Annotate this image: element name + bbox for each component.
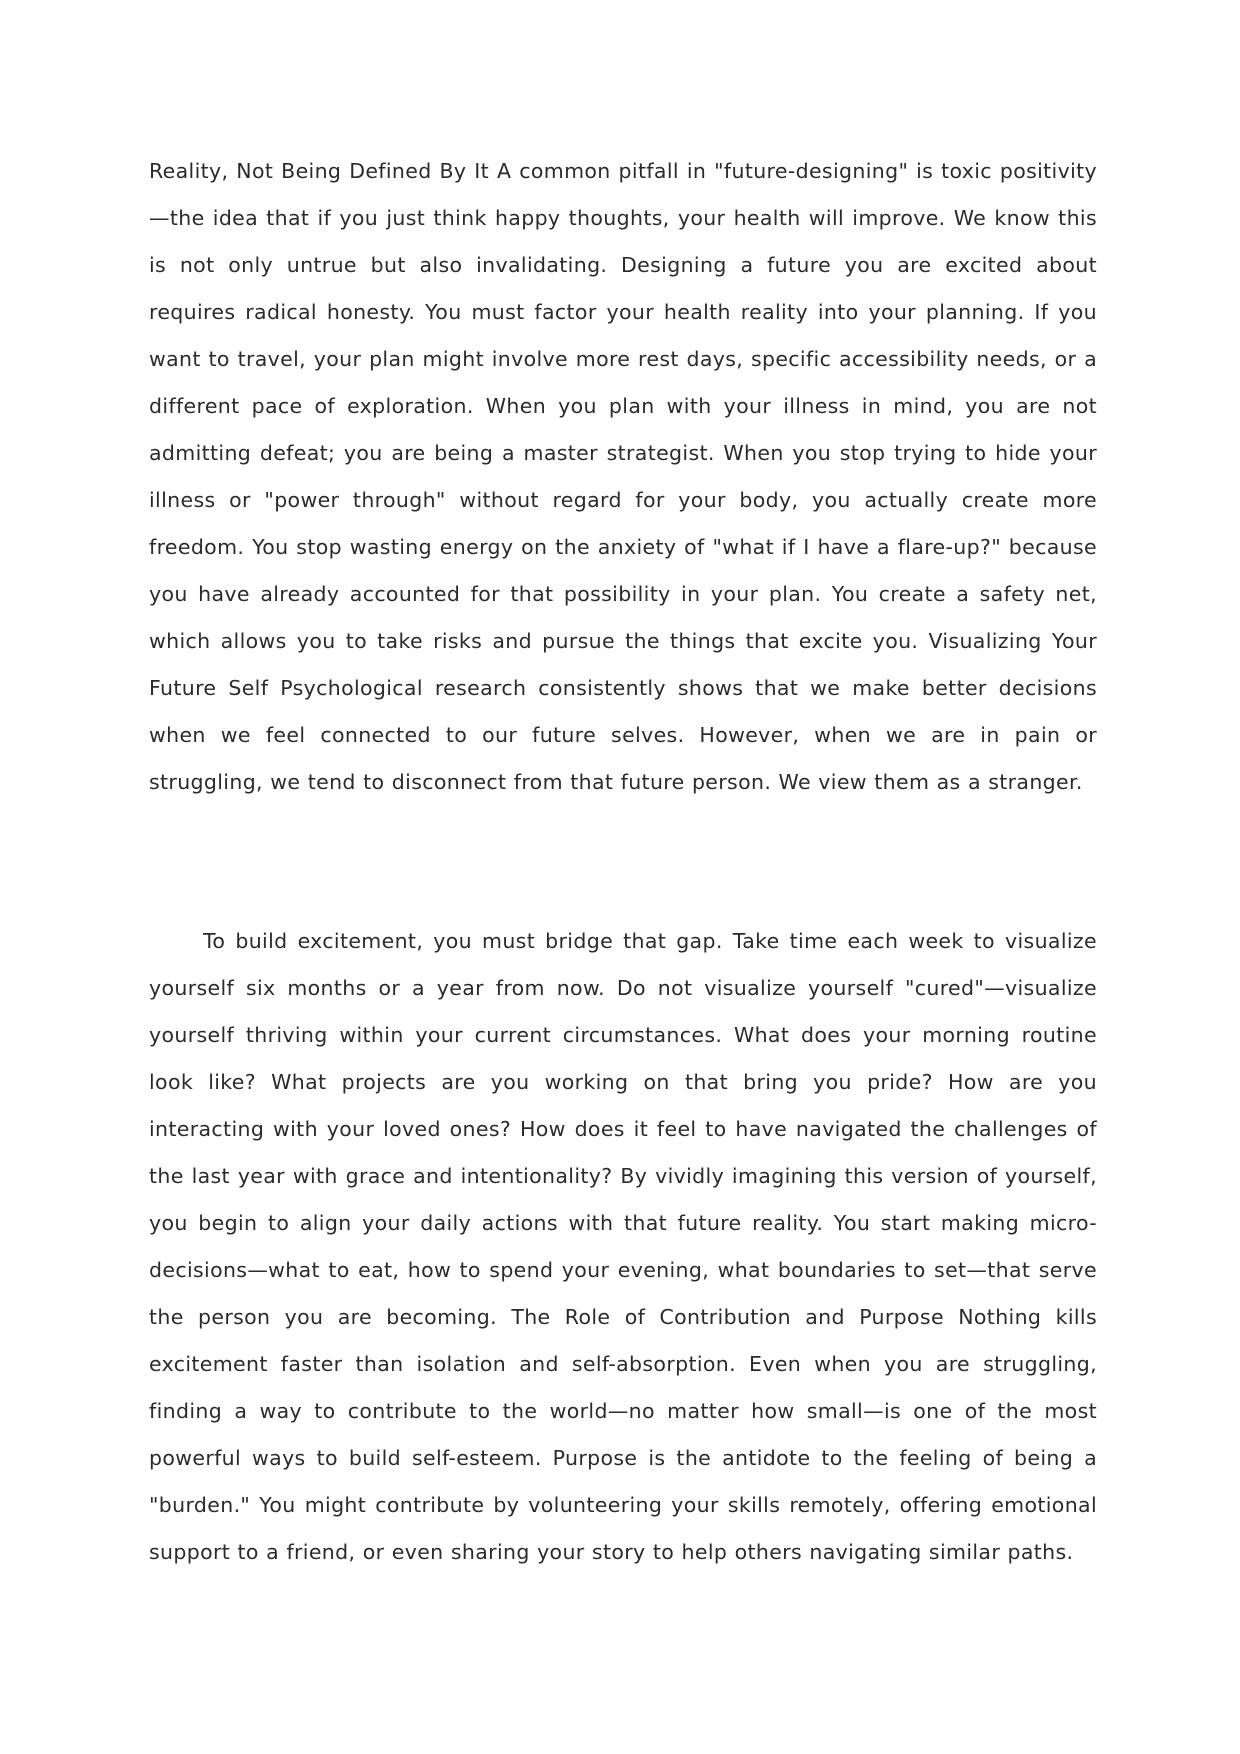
body-paragraph-2: To build excitement, you must bridge that gap. Take time each week to visualize yourself six months or a year from now. Do not visualize yourself "cured"—visualize yourself thriving within your current circumstances. What does your morning routine look like? What projects are you working on that bring you pride? How are you interacting with your loved ones? How does it feel to have navigated the challenges of the last year with grace and intentionality? By vividly imagining this version of yourself, you begin to align your daily actions with that future reality. You start making micro-decisions—what to eat, how to spend your evening, what boundaries to set—that serve the person you are becoming. The Role of Contribution and Purpose Nothing kills excitement faster than isolation and self-absorption. Even when you are struggling, finding a way to contribute to the world—no matter how small—is one of the most powerful ways to build self-esteem. Purpose is the antidote to the feeling of being a "burden." You might contribute by volunteering your skills remotely, offering emotional support to a friend, or even sharing your story to help others navigating similar paths. (149, 929, 1097, 1564)
body-paragraph-1: Reality, Not Being Defined By It A common pitfall in "future-designing" is toxic positivity—the idea that if you just think happy thoughts, your health will improve. We know this is not only untrue but also invalidating. Designing a future you are excited about requires radical honesty. You must factor your health reality into your planning. If you want to travel, your plan might involve more rest days, specific accessibility needs, or a different pace of exploration. When you plan with your illness in mind, you are not admitting defeat; you are being a master strategist. When you stop trying to hide your illness or "power through" without regard for your body, you actually create more freedom. You stop wasting energy on the anxiety of "what if I have a flare-up?" because you have already accounted for that possibility in your plan. You create a safety net, which allows you to take risks and pursue the things that excite you. Visualizing Your Future Self Psychological research consistently shows that we make better decisions when we feel connected to our future selves. However, when we are in pain or struggling, we tend to disconnect from that future person. We view them as a stranger. (149, 159, 1097, 794)
